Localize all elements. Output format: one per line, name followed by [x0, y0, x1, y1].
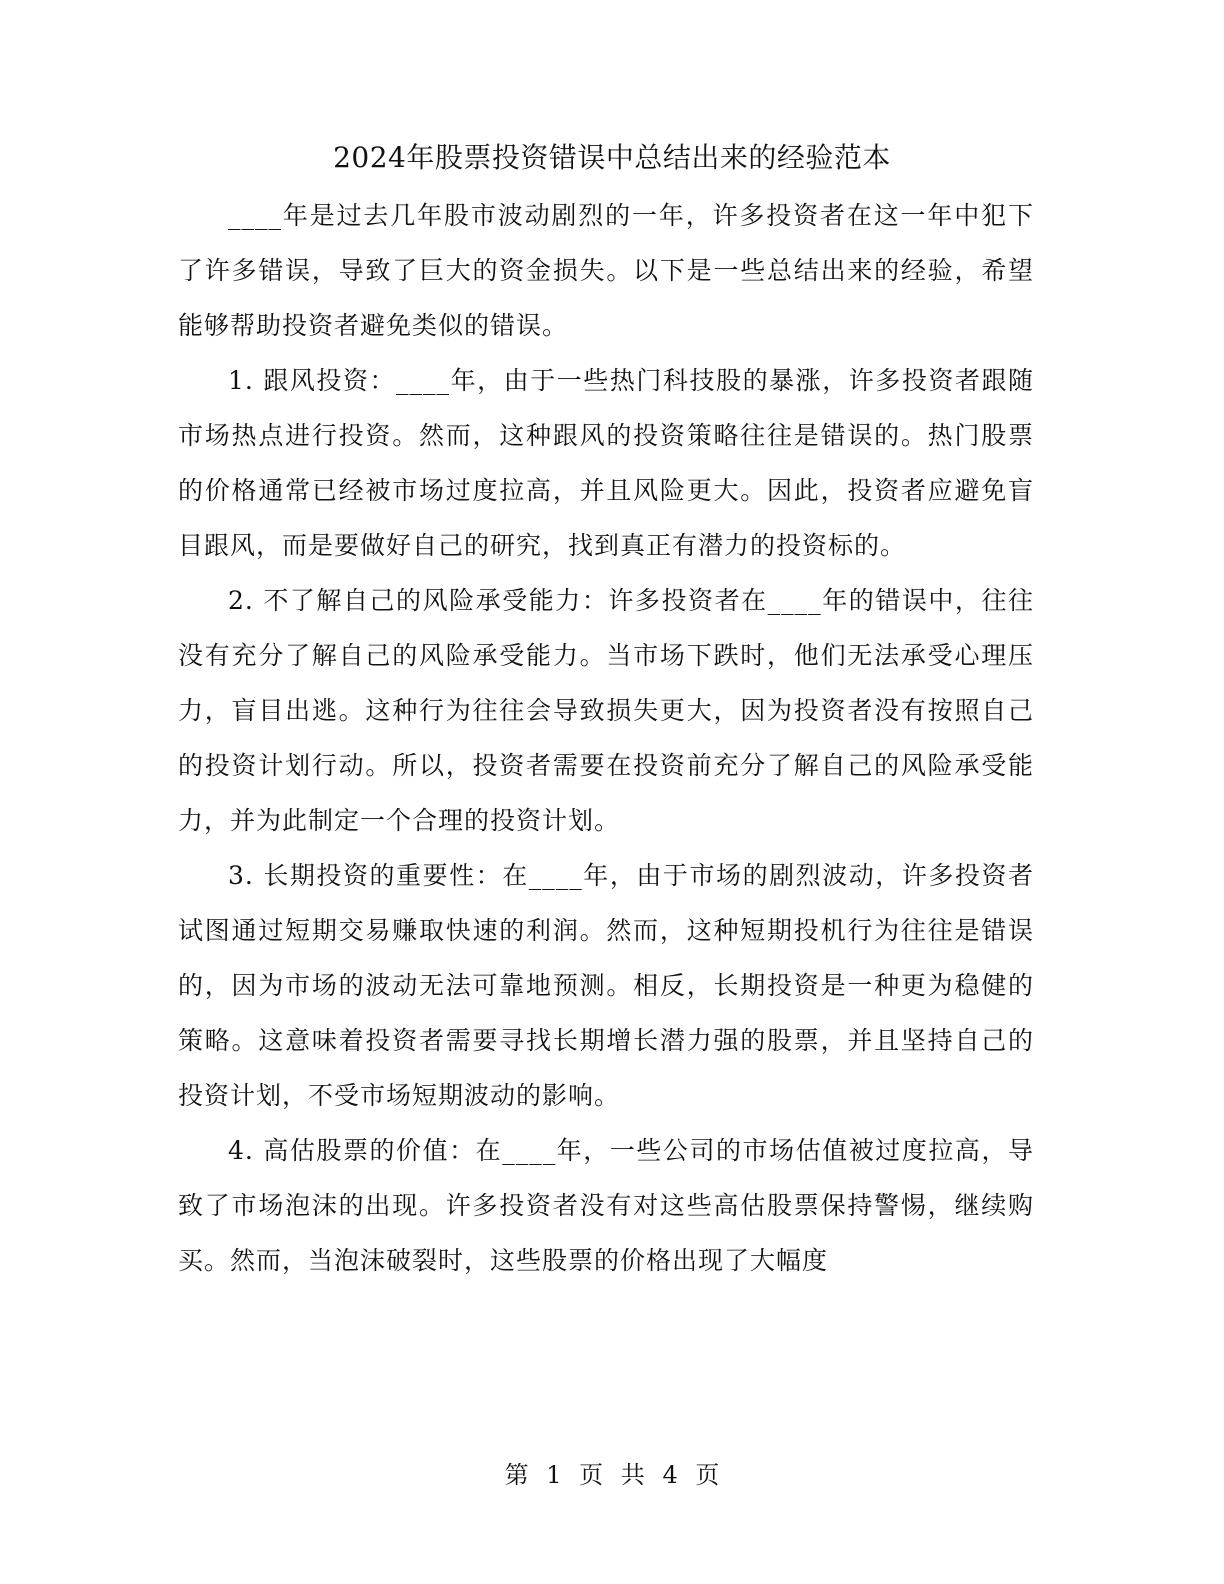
point-3-paragraph: 3. 长期投资的重要性：在____年，由于市场的剧烈波动，许多投资者试图通过短期交易赚取快速的利润。然而，这种短期投机行为往往是错误的，因为市场的波动无法可靠地预测。相反，长期投资是一种更为稳健的策略。这意味着投资者需要寻找长期增长潜力强的股票，并且坚持自己的投资计划，不受市场短期波动的影响。 — [178, 861, 1034, 1110]
point-2-paragraph: 2. 不了解自己的风险承受能力：许多投资者在____年的错误中，往往没有充分了解自己的风险承受能力。当市场下跌时，他们无法承受心理压力，盲目出逃。这种行为往往会导致损失更大，因为投资者没有按照自己的投资计划行动。所以，投资者需要在投资前充分了解自己的风险承受能力，并为此制定一个合理的投资计划。 — [178, 586, 1034, 835]
document-title: 2024年股票投资错误中总结出来的经验范本 — [333, 141, 891, 174]
document-body — [178, 188, 1034, 1288]
point-4-paragraph: 4. 高估股票的价值：在____年，一些公司的市场估值被过度拉高，导致了市场泡沫的出现。许多投资者没有对这些高估股票保持警惕，继续购买。然而，当泡沫破裂时，这些股票的价格出现了大幅度 — [178, 1136, 1034, 1275]
page-footer: 第 1 页 共 4 页 — [504, 1461, 720, 1489]
point-1-paragraph: 1. 跟风投资：____年，由于一些热门科技股的暴涨，许多投资者跟随市场热点进行投资。然而，这种跟风的投资策略往往是错误的。热门股票的价格通常已经被市场过度拉高，并且风险更大。因此，投资者应避免盲目跟风，而是要做好自己的研究，找到真正有潜力的投资标的。 — [178, 366, 1034, 560]
intro-paragraph: ____年是过去几年股市波动剧烈的一年，许多投资者在这一年中犯下了许多错误，导致了巨大的资金损失。以下是一些总结出来的经验，希望能够帮助投资者避免类似的错误。 — [178, 201, 1034, 340]
